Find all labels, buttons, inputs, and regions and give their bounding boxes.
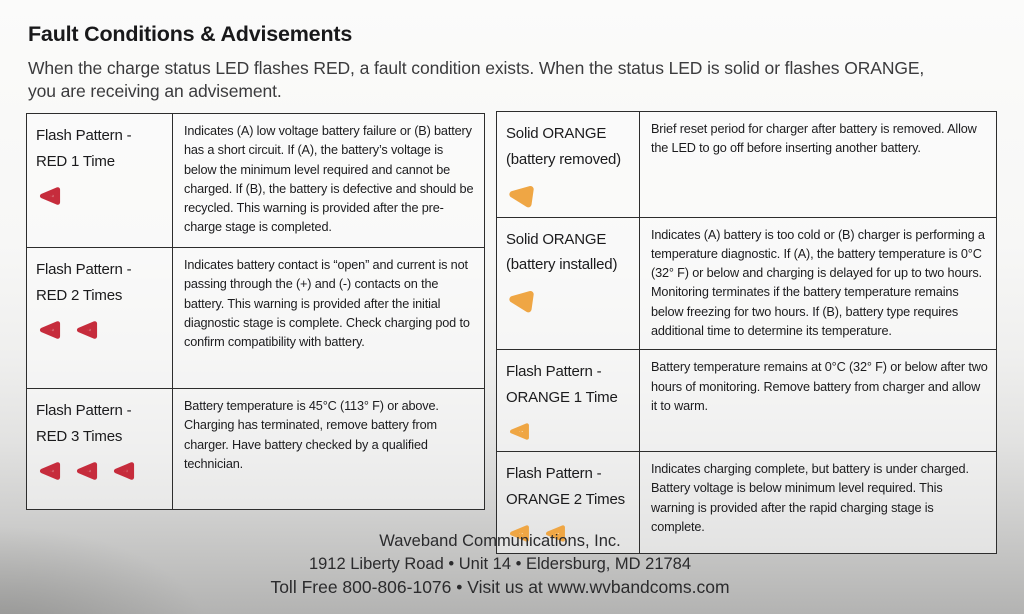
red-flash-led-icon xyxy=(36,459,64,483)
orange-flash-led-icon xyxy=(506,420,533,443)
red-flash-led-icon xyxy=(36,318,64,342)
description-text: Indicates battery contact is “open” and current is not passing through the (+) and (-) contacts on the battery. This warning is provided after the initial diagnostic stage is complete. Check charging pod to confirm compatibility with battery. xyxy=(184,258,470,350)
orange-solid-led-icon xyxy=(504,180,537,211)
orange-advisements-table xyxy=(496,111,997,554)
led-icon-row xyxy=(506,182,635,209)
description-cell xyxy=(173,389,484,509)
red-flash-led-icon xyxy=(73,318,101,342)
led-pattern-label-line2: (battery installed) xyxy=(506,256,618,274)
led-pattern-label xyxy=(506,121,635,173)
led-pattern-label-line1: Flash Pattern - xyxy=(506,464,602,482)
led-pattern-label-line1: Flash Pattern - xyxy=(36,402,132,419)
led-pattern-label-line2: RED 1 Time xyxy=(36,152,115,170)
led-pattern-label-line2: RED 2 Times xyxy=(36,286,123,304)
led-pattern-label-line2: ORANGE 2 Times xyxy=(506,490,625,508)
orange-solid-led-icon xyxy=(504,285,537,316)
led-pattern-label-line1: Flash Pattern - xyxy=(506,363,602,381)
description-text: Indicates (A) low voltage battery failure or (B) battery has a short circuit. If (A), the battery’s voltage is below the minimum level required and cannot be charged. If (B), the battery is defective and should be recycled. This warning is provided after the pre-charge stage is completed. xyxy=(184,124,474,235)
led-pattern-label-line1: Solid ORANGE xyxy=(506,125,607,142)
led-pattern-cell xyxy=(497,112,640,217)
led-pattern-label xyxy=(36,257,168,309)
description-cell xyxy=(173,248,484,388)
description-text: Indicates charging complete, but battery is under charged. Battery voltage is below minimum level required. This warning is provided after the rapid charging stage is complete. xyxy=(651,461,969,534)
red-flash-led-icon xyxy=(110,459,138,483)
table-row xyxy=(27,247,484,388)
table-row xyxy=(497,349,996,451)
intro-text xyxy=(28,57,1008,104)
description-text: Indicates (A) battery is too cold or (B) charger is performing a temperature diagnostic. If (A), the battery temperature is 0°C (32° F) or below and charging is delayed for up to two hours. Monitoring terminates if the battery temperature remains below freezing for two hours. If (B), battery type requires additional time to determine its temperature. xyxy=(651,227,985,339)
description-cell xyxy=(640,350,996,451)
led-icon-row xyxy=(506,287,635,314)
description-cell xyxy=(173,114,484,247)
red-flash-led-icon xyxy=(36,184,64,208)
led-pattern-label-line2: ORANGE 1 Time xyxy=(506,389,618,407)
red-fault-conditions-table xyxy=(26,113,485,510)
table-row xyxy=(497,217,996,350)
led-pattern-cell xyxy=(27,114,173,247)
led-pattern-label-line1: Solid ORANGE xyxy=(506,230,607,248)
led-icon-row xyxy=(506,420,635,443)
footer xyxy=(0,531,1000,599)
led-pattern-cell xyxy=(27,248,173,388)
intro-line-2: you are receiving an advisement. xyxy=(28,81,282,102)
intro-line-1: When the charge status LED flashes RED, a fault condition exists. When the status LED is solid or flashes ORANGE, xyxy=(28,58,925,78)
table-row xyxy=(27,388,484,509)
led-pattern-label xyxy=(506,359,635,411)
company-address: 1912 Liberty Road • Unit 14 • Eldersburg, MD 21784 xyxy=(308,554,692,573)
description-text: Battery temperature remains at 0°C (32° F) or below after two hours of monitoring. Remove battery from charger and allow it to warm. xyxy=(651,360,988,413)
led-pattern-cell xyxy=(497,350,640,451)
led-pattern-label xyxy=(506,227,635,279)
led-pattern-cell xyxy=(497,218,640,350)
led-pattern-label-line2: (battery removed) xyxy=(506,150,621,168)
led-icon-row xyxy=(36,459,168,483)
page-title: Fault Conditions & Advisements xyxy=(28,22,353,46)
led-pattern-cell xyxy=(27,389,173,509)
led-icon-row xyxy=(36,318,168,342)
description-text: Brief reset period for charger after battery is removed. Allow the LED to go off before inserting another battery. xyxy=(651,122,977,156)
description-cell xyxy=(640,112,996,217)
page-header xyxy=(28,22,1008,104)
description-text: Battery temperature is 45°C (113° F) or above. Charging has terminated, remove battery from charger. Have battery checked by a qualified technician. xyxy=(184,399,439,471)
led-pattern-label-line1: Flash Pattern - xyxy=(36,261,132,278)
red-flash-led-icon xyxy=(73,459,101,483)
table-row xyxy=(497,112,996,217)
table-row xyxy=(27,114,484,247)
led-pattern-label xyxy=(36,123,168,175)
company-contact: Toll Free 800-806-1076 • Visit us at www.wvbandcoms.com xyxy=(270,577,730,598)
led-pattern-label xyxy=(36,398,168,450)
led-pattern-label xyxy=(506,461,635,513)
company-name: Waveband Communications, Inc. xyxy=(379,532,621,550)
led-pattern-label-line2: RED 3 Times xyxy=(36,427,123,445)
led-icon-row xyxy=(36,184,168,208)
description-cell xyxy=(640,218,996,350)
led-pattern-label-line1: Flash Pattern - xyxy=(36,127,132,144)
